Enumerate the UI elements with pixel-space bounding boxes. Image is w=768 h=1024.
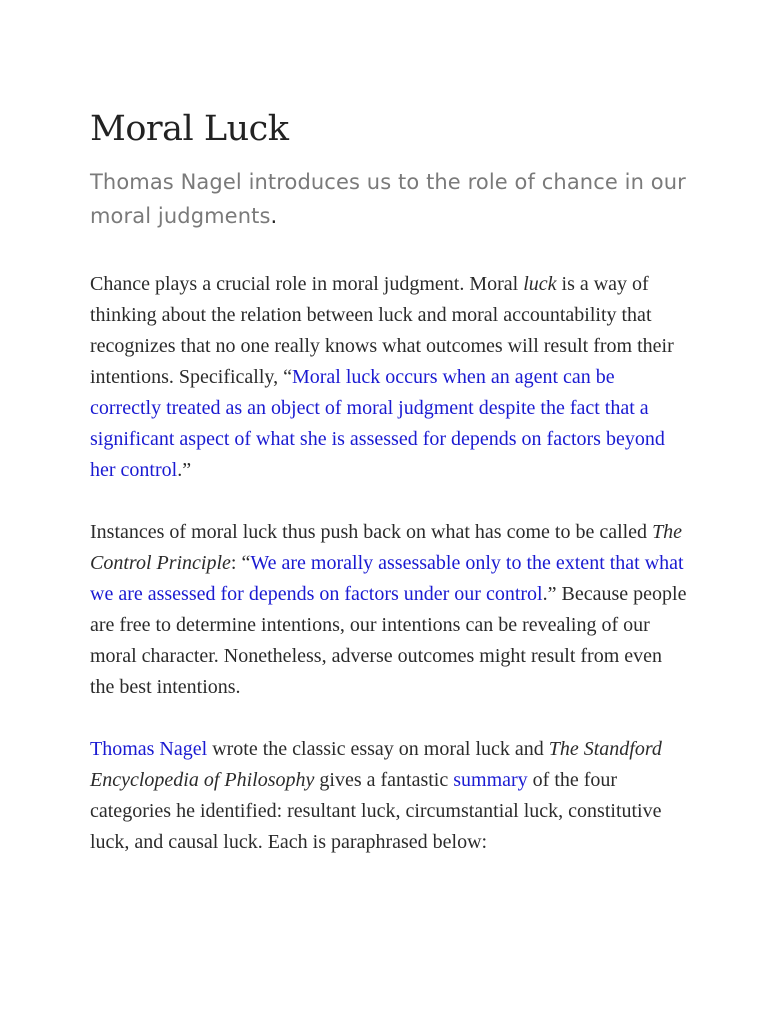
summary-link[interactable]: summary: [453, 769, 528, 791]
p3-emphasis-encyclopedia: The Standford Encyclopedia of Philosophy: [90, 738, 662, 791]
thomas-nagel-link[interactable]: Thomas Nagel: [90, 738, 208, 760]
article: [90, 105, 690, 858]
p3-text-2: gives a fantastic: [314, 769, 454, 791]
p2-text-2: : “: [230, 552, 251, 574]
p2-emphasis-control-principle: The Control Principle: [90, 521, 683, 574]
paragraph-nagel: [90, 734, 690, 858]
subtitle-period: .: [270, 204, 278, 228]
p2-text-1: Instances of moral luck thus push back on what has come to be called: [90, 521, 653, 543]
article-subtitle: [90, 165, 690, 233]
control-principle-link[interactable]: We are morally assessable only to the extent that what we are assessed for depends on factors under our control: [90, 552, 684, 605]
moral-luck-definition-link[interactable]: Moral luck occurs when an agent can be correctly treated as an object of moral judgment despite the fact that a significant aspect of what she is assessed for depends on factors beyond her control: [90, 366, 665, 481]
p1-text-3: .”: [177, 459, 192, 481]
p3-text-3: of the four categories he identified: resultant luck, circumstantial luck, constitutive luck, and causal luck. Each is paraphrased below:: [90, 769, 662, 853]
p1-emphasis-luck: luck: [523, 273, 557, 295]
p2-text-3: .” Because people are free to determine intentions, our intentions can be revealing of our moral character. Nonetheless, adverse outcomes might result from even the best intentions.: [90, 583, 687, 698]
article-title: Moral Luck: [90, 109, 289, 149]
paragraph-control-principle: [90, 517, 690, 703]
p1-text-2: is a way of thinking about the relation between luck and moral accountability that recognizes that no one really knows what outcomes will result from their intentions. Specifically, “: [90, 273, 674, 388]
paragraph-chance: [90, 269, 690, 486]
subtitle-text: Thomas Nagel introduces us to the role of chance in our moral judgments: [90, 170, 686, 228]
p3-text-1: wrote the classic essay on moral luck and: [207, 738, 549, 760]
p1-text-1: Chance plays a crucial role in moral judgment. Moral: [90, 273, 524, 295]
